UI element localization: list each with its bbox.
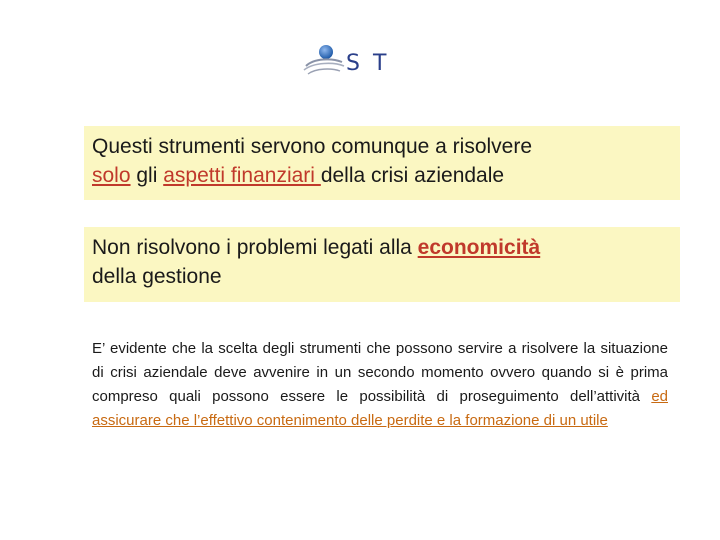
company-logo	[302, 42, 394, 82]
keyword-aspetti-finanziari: aspetti finanziari	[163, 164, 321, 187]
box1-line1: Questi strumenti servono comunque a risolvere	[92, 135, 533, 158]
logo-text: S T	[346, 51, 390, 76]
box2-line2: della gestione	[92, 265, 222, 288]
paragraph-underlined-text: ed assicurare che l’effettivo contenimento delle perdite e la formazione di un utile	[92, 388, 668, 429]
paragraph-text: E’ evidente che la scelta degli strumenti che possono servire a risolvere la situazione di crisi aziendale deve avvenire in un secondo momento ovvero quando si è prima compreso quali possono essere le possibilità di proseguimento dell’attività	[92, 340, 668, 405]
explanation-paragraph	[92, 337, 668, 433]
highlight-box-economicity	[84, 227, 680, 302]
box2-text-before: Non risolvono i problemi legati alla	[92, 236, 418, 259]
keyword-solo: solo	[92, 164, 131, 187]
keyword-economicita: economicità	[417, 236, 541, 259]
box2-line1	[92, 233, 672, 262]
box1-text-rest: della crisi aziendale	[320, 164, 505, 187]
globe-swoosh-icon	[302, 42, 346, 82]
box1-line2	[92, 161, 672, 190]
box1-text-gli: gli	[130, 164, 164, 187]
highlight-box-financial	[84, 126, 680, 200]
